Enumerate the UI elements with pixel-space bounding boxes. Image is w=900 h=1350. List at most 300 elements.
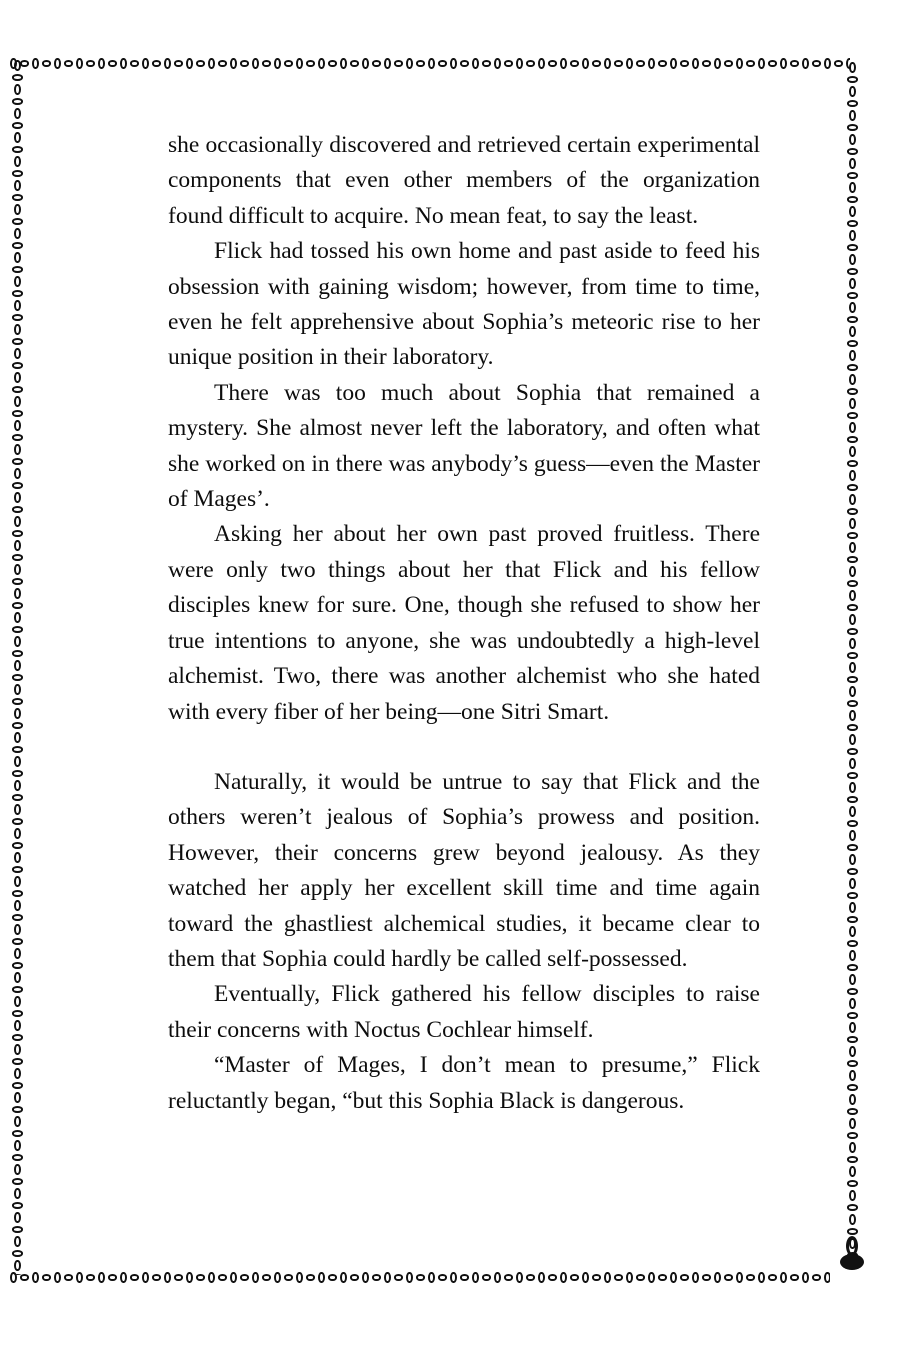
chain-link-icon: [538, 58, 545, 69]
chain-link-icon: [592, 1274, 601, 1281]
chain-link-icon: [230, 1272, 237, 1283]
chain-link-icon: [284, 1274, 293, 1281]
chain-link-icon: [847, 700, 858, 707]
chain-link-icon: [14, 1020, 21, 1031]
chain-link-icon: [32, 58, 39, 69]
chain-link-icon: [328, 1274, 337, 1281]
chain-link-icon: [14, 252, 21, 263]
chain-link-icon: [847, 1228, 858, 1235]
chain-link-icon: [582, 1272, 589, 1283]
chain-link-icon: [12, 506, 23, 513]
chain-link-icon: [208, 58, 215, 69]
chain-link-icon: [14, 564, 21, 575]
chain-link-icon: [306, 60, 315, 67]
chain-link-icon: [636, 60, 645, 67]
chain-link-icon: [849, 1214, 856, 1225]
chain-link-icon: [54, 1272, 61, 1283]
chain-link-icon: [658, 60, 667, 67]
chain-link-icon: [14, 1044, 21, 1055]
chain-link-icon: [14, 516, 21, 527]
chain-link-icon: [849, 1190, 856, 1201]
chain-link-icon: [406, 58, 413, 69]
chain-pendant-icon: [840, 1236, 864, 1270]
chain-link-icon: [847, 292, 858, 299]
chain-link-icon: [758, 1272, 765, 1283]
chain-link-icon: [746, 60, 755, 67]
chain-link-icon: [12, 170, 23, 177]
chain-link-icon: [560, 1272, 567, 1283]
chain-link-icon: [196, 1274, 205, 1281]
chain-link-icon: [208, 1272, 215, 1283]
chain-link-icon: [460, 60, 469, 67]
chain-link-icon: [14, 852, 21, 863]
chain-link-icon: [164, 58, 171, 69]
chain-link-icon: [318, 58, 325, 69]
chain-link-icon: [12, 458, 23, 465]
chain-link-icon: [12, 290, 23, 297]
chain-link-icon: [849, 806, 856, 817]
chain-link-icon: [680, 1274, 689, 1281]
chain-link-icon: [14, 1068, 21, 1079]
chain-link-icon: [849, 182, 856, 193]
chain-link-icon: [394, 60, 403, 67]
chain-link-icon: [12, 746, 23, 753]
chain-link-icon: [692, 1272, 699, 1283]
chain-link-icon: [428, 1272, 435, 1283]
chain-link-icon: [12, 1058, 23, 1065]
chain-link-icon: [847, 892, 858, 899]
chain-link-icon: [460, 1274, 469, 1281]
chain-link-icon: [12, 1178, 23, 1185]
chain-link-icon: [12, 1034, 23, 1041]
chain-link-icon: [849, 926, 856, 937]
right-chain-border-icon: [846, 62, 859, 1257]
chain-link-icon: [847, 484, 858, 491]
chain-link-icon: [714, 1272, 721, 1283]
chain-link-icon: [108, 1274, 117, 1281]
chain-link-icon: [847, 820, 858, 827]
chain-link-icon: [849, 158, 856, 169]
chain-link-icon: [12, 626, 23, 633]
chain-link-icon: [849, 638, 856, 649]
chain-link-icon: [350, 60, 359, 67]
chain-link-icon: [14, 756, 21, 767]
chain-link-icon: [14, 780, 21, 791]
paragraph-6: Eventually, Flick gathered his fellow disciples to raise their concerns with Noctus Cochlear himself.: [168, 981, 760, 1043]
chain-link-icon: [849, 1094, 856, 1105]
chain-link-icon: [847, 76, 858, 83]
chain-link-icon: [64, 1274, 73, 1281]
chain-link-icon: [152, 1274, 161, 1281]
chain-link-icon: [548, 1274, 557, 1281]
chain-link-icon: [416, 1274, 425, 1281]
chain-link-icon: [504, 1274, 513, 1281]
chain-link-icon: [849, 974, 856, 985]
chain-link-icon: [274, 58, 281, 69]
chain-link-icon: [384, 58, 391, 69]
chain-link-icon: [362, 58, 369, 69]
chain-link-icon: [636, 1274, 645, 1281]
chain-link-icon: [450, 1272, 457, 1283]
chain-link-icon: [450, 58, 457, 69]
chain-link-icon: [849, 278, 856, 289]
chain-link-icon: [724, 1274, 733, 1281]
chain-link-icon: [847, 1180, 858, 1187]
chain-link-icon: [847, 628, 858, 635]
chain-link-icon: [494, 58, 501, 69]
chain-link-icon: [130, 60, 139, 67]
chain-link-icon: [802, 58, 809, 69]
chain-link-icon: [692, 58, 699, 69]
chain-link-icon: [12, 1154, 23, 1161]
chain-link-icon: [847, 316, 858, 323]
chain-link-icon: [186, 1272, 193, 1283]
left-chain-border-icon: [11, 60, 24, 1275]
chain-link-icon: [849, 1070, 856, 1081]
chain-link-icon: [849, 1166, 856, 1177]
chain-link-icon: [14, 588, 21, 599]
chain-link-icon: [12, 890, 23, 897]
chain-link-icon: [670, 1272, 677, 1283]
chain-link-icon: [340, 1272, 347, 1283]
chain-link-icon: [847, 244, 858, 251]
chain-link-icon: [849, 878, 856, 889]
chain-link-icon: [849, 830, 856, 841]
chain-link-icon: [14, 828, 21, 839]
chain-link-icon: [849, 854, 856, 865]
chain-link-icon: [849, 302, 856, 313]
chain-link-icon: [12, 242, 23, 249]
chain-link-icon: [14, 348, 21, 359]
chain-link-icon: [494, 1272, 501, 1283]
paragraph-7: “Master of Mages, I don’t mean to presume,” Flick reluctantly began, “but this Sophia Black is dangerous.: [168, 1052, 760, 1114]
chain-link-icon: [504, 60, 513, 67]
chain-link-icon: [164, 1272, 171, 1283]
chain-link-icon: [14, 276, 21, 287]
chain-link-icon: [849, 1022, 856, 1033]
chain-link-icon: [174, 1274, 183, 1281]
chain-link-icon: [14, 660, 21, 671]
chain-link-icon: [847, 748, 858, 755]
chain-link-icon: [847, 556, 858, 563]
chain-link-icon: [340, 58, 347, 69]
chain-link-icon: [12, 218, 23, 225]
chain-link-icon: [849, 134, 856, 145]
chain-link-icon: [14, 84, 21, 95]
chain-link-icon: [252, 1272, 259, 1283]
chain-link-icon: [130, 1274, 139, 1281]
chain-link-icon: [98, 58, 105, 69]
chain-link-icon: [849, 686, 856, 697]
chain-link-icon: [847, 364, 858, 371]
chain-link-icon: [12, 722, 23, 729]
chain-link-icon: [12, 866, 23, 873]
chain-link-icon: [482, 1274, 491, 1281]
chain-link-icon: [14, 900, 21, 911]
chain-link-icon: [14, 924, 21, 935]
chain-link-icon: [12, 434, 23, 441]
chain-link-icon: [736, 58, 743, 69]
chain-link-icon: [12, 794, 23, 801]
chain-link-icon: [14, 372, 21, 383]
chain-link-icon: [849, 422, 856, 433]
chain-link-icon: [76, 1272, 83, 1283]
chain-link-icon: [847, 580, 858, 587]
chain-link-icon: [768, 1274, 777, 1281]
chain-link-icon: [847, 772, 858, 779]
chain-link-icon: [802, 1272, 809, 1283]
chain-link-icon: [12, 938, 23, 945]
top-chain-border-icon: [10, 57, 850, 70]
chain-link-icon: [702, 60, 711, 67]
chain-link-icon: [849, 350, 856, 361]
chain-link-icon: [42, 60, 51, 67]
chain-link-icon: [849, 62, 856, 73]
chain-link-icon: [14, 948, 21, 959]
chain-link-icon: [284, 60, 293, 67]
chain-link-icon: [812, 1274, 821, 1281]
chain-link-icon: [14, 1260, 21, 1271]
chain-link-icon: [262, 60, 271, 67]
chain-link-icon: [758, 58, 765, 69]
chain-link-icon: [472, 1272, 479, 1283]
chain-link-icon: [14, 1092, 21, 1103]
chain-link-icon: [14, 636, 21, 647]
chain-link-icon: [12, 386, 23, 393]
chain-link-icon: [746, 1274, 755, 1281]
chain-link-icon: [328, 60, 337, 67]
chain-link-icon: [14, 156, 21, 167]
chain-link-icon: [12, 1274, 23, 1275]
chain-link-icon: [849, 1118, 856, 1129]
chain-link-icon: [14, 228, 21, 239]
chain-link-icon: [849, 734, 856, 745]
chain-link-icon: [86, 1274, 95, 1281]
chain-link-icon: [218, 60, 227, 67]
chain-link-icon: [362, 1272, 369, 1283]
chain-link-icon: [847, 964, 858, 971]
chain-link-icon: [296, 58, 303, 69]
chain-link-icon: [108, 60, 117, 67]
chain-link-icon: [648, 1272, 655, 1283]
chain-link-icon: [12, 650, 23, 657]
chain-link-icon: [98, 1272, 105, 1283]
chain-link-icon: [152, 60, 161, 67]
chain-link-icon: [824, 1272, 830, 1283]
chain-link-icon: [790, 60, 799, 67]
chain-link-icon: [849, 326, 856, 337]
chain-link-icon: [680, 60, 689, 67]
chain-link-icon: [174, 60, 183, 67]
chain-link-icon: [12, 122, 23, 129]
chain-link-icon: [736, 1272, 743, 1283]
chain-link-icon: [849, 230, 856, 241]
chain-link-icon: [186, 58, 193, 69]
chain-link-icon: [849, 998, 856, 1009]
chain-link-icon: [670, 58, 677, 69]
chain-link-icon: [14, 492, 21, 503]
chain-link-icon: [12, 266, 23, 273]
chain-link-icon: [12, 818, 23, 825]
chain-link-icon: [780, 1272, 787, 1283]
chain-link-icon: [714, 58, 721, 69]
chain-link-icon: [12, 74, 23, 81]
chain-link-icon: [12, 842, 23, 849]
chain-link-icon: [849, 110, 856, 121]
chain-link-icon: [849, 566, 856, 577]
chain-link-icon: [614, 1274, 623, 1281]
chain-link-icon: [14, 612, 21, 623]
chain-link-icon: [406, 1272, 413, 1283]
chain-link-icon: [230, 58, 237, 69]
paragraph-5: Naturally, it would be untrue to say that Flick and the others weren’t jealous of Sophia’s prowess and position. However, their concerns grew beyond jealousy. As they watched her apply her excellent skill time and time again toward the ghastliest alchemical studies, it became clear to them that Sophia could hardly be called self-possessed.: [168, 768, 760, 972]
chain-link-icon: [847, 796, 858, 803]
chain-link-icon: [218, 1274, 227, 1281]
chain-link-icon: [526, 1274, 535, 1281]
chain-link-icon: [849, 446, 856, 457]
chain-link-icon: [847, 1156, 858, 1163]
chain-link-icon: [538, 1272, 545, 1283]
chain-link-icon: [12, 146, 23, 153]
chain-link-icon: [14, 804, 21, 815]
chain-link-icon: [847, 1084, 858, 1091]
chain-link-icon: [142, 1272, 149, 1283]
chain-link-icon: [847, 412, 858, 419]
chain-link-icon: [14, 444, 21, 455]
chain-link-icon: [372, 60, 381, 67]
chain-link-icon: [14, 132, 21, 143]
chain-link-icon: [847, 988, 858, 995]
chain-link-icon: [12, 674, 23, 681]
chain-link-icon: [12, 914, 23, 921]
chain-link-icon: [847, 196, 858, 203]
chain-link-icon: [847, 724, 858, 731]
chain-link-icon: [12, 1250, 23, 1257]
chain-link-icon: [847, 868, 858, 875]
chain-link-icon: [14, 708, 21, 719]
chain-link-icon: [12, 962, 23, 969]
chain-link-icon: [20, 1274, 29, 1281]
chain-link-icon: [12, 602, 23, 609]
chain-link-icon: [614, 60, 623, 67]
chain-link-icon: [849, 614, 856, 625]
chain-link-icon: [14, 1140, 21, 1151]
chain-link-icon: [14, 324, 21, 335]
chain-link-icon: [849, 758, 856, 769]
chain-link-icon: [849, 542, 856, 553]
chain-link-icon: [724, 60, 733, 67]
chain-link-icon: [14, 684, 21, 695]
chain-link-icon: [14, 972, 21, 983]
chain-link-icon: [428, 58, 435, 69]
chain-link-icon: [847, 1108, 858, 1115]
chain-link-icon: [847, 100, 858, 107]
chain-link-icon: [847, 436, 858, 443]
chain-link-icon: [847, 1204, 858, 1211]
chain-link-icon: [12, 1226, 23, 1233]
chain-link-icon: [252, 58, 259, 69]
chain-link-icon: [847, 220, 858, 227]
chain-link-icon: [14, 540, 21, 551]
chain-link-icon: [240, 1274, 249, 1281]
chain-link-icon: [42, 1274, 51, 1281]
chain-link-icon: [849, 470, 856, 481]
chain-link-icon: [849, 902, 856, 913]
chain-link-icon: [64, 60, 73, 67]
chain-link-icon: [582, 58, 589, 69]
chain-link-icon: [790, 1274, 799, 1281]
chain-link-icon: [849, 518, 856, 529]
chain-link-icon: [14, 1116, 21, 1127]
chain-link-icon: [592, 60, 601, 67]
bottom-chain-border-icon: [10, 1271, 830, 1284]
chain-link-icon: [54, 58, 61, 69]
chain-link-icon: [658, 1274, 667, 1281]
chain-link-icon: [12, 1010, 23, 1017]
chain-link-icon: [472, 58, 479, 69]
chain-link-icon: [14, 204, 21, 215]
chain-link-icon: [12, 530, 23, 537]
chain-link-icon: [847, 460, 858, 467]
pendant-bead-icon: [840, 1254, 864, 1270]
chain-link-icon: [12, 338, 23, 345]
chain-link-icon: [14, 1188, 21, 1199]
chain-link-icon: [14, 732, 21, 743]
chain-link-icon: [768, 60, 777, 67]
chain-link-icon: [12, 986, 23, 993]
chain-link-icon: [14, 468, 21, 479]
chain-link-icon: [12, 410, 23, 417]
chain-link-icon: [560, 58, 567, 69]
chain-link-icon: [196, 60, 205, 67]
chain-link-icon: [849, 374, 856, 385]
chain-link-icon: [14, 396, 21, 407]
chain-link-icon: [849, 1142, 856, 1153]
chain-link-icon: [849, 254, 856, 265]
chain-link-icon: [306, 1274, 315, 1281]
pendant-ring-icon: [846, 1236, 858, 1256]
chain-link-icon: [847, 1036, 858, 1043]
chain-link-icon: [372, 1274, 381, 1281]
chain-link-icon: [12, 362, 23, 369]
chain-link-icon: [570, 1274, 579, 1281]
chain-link-icon: [12, 770, 23, 777]
page-text-body: [168, 128, 760, 1119]
chain-link-icon: [648, 58, 655, 69]
chain-link-icon: [350, 1274, 359, 1281]
chain-link-icon: [14, 420, 21, 431]
chain-link-icon: [702, 1274, 711, 1281]
chain-link-icon: [14, 876, 21, 887]
chain-link-icon: [847, 172, 858, 179]
chain-link-icon: [14, 996, 21, 1007]
chain-link-icon: [14, 60, 21, 71]
chain-link-icon: [384, 1272, 391, 1283]
chain-link-icon: [849, 494, 856, 505]
chain-link-icon: [847, 604, 858, 611]
paragraph-3: There was too much about Sophia that remained a mystery. She almost never left the laboratory, and often what she worked on in there was anybody’s guess—even the Master of Mages’.: [168, 379, 760, 513]
chain-link-icon: [847, 340, 858, 347]
chain-link-icon: [604, 1272, 611, 1283]
chain-link-icon: [849, 950, 856, 961]
chain-link-icon: [120, 1272, 127, 1283]
chain-link-icon: [120, 58, 127, 69]
paragraph-spacer: [168, 730, 760, 765]
chain-link-icon: [318, 1272, 325, 1283]
chain-link-icon: [394, 1274, 403, 1281]
chain-link-icon: [812, 60, 821, 67]
chain-link-icon: [604, 58, 611, 69]
